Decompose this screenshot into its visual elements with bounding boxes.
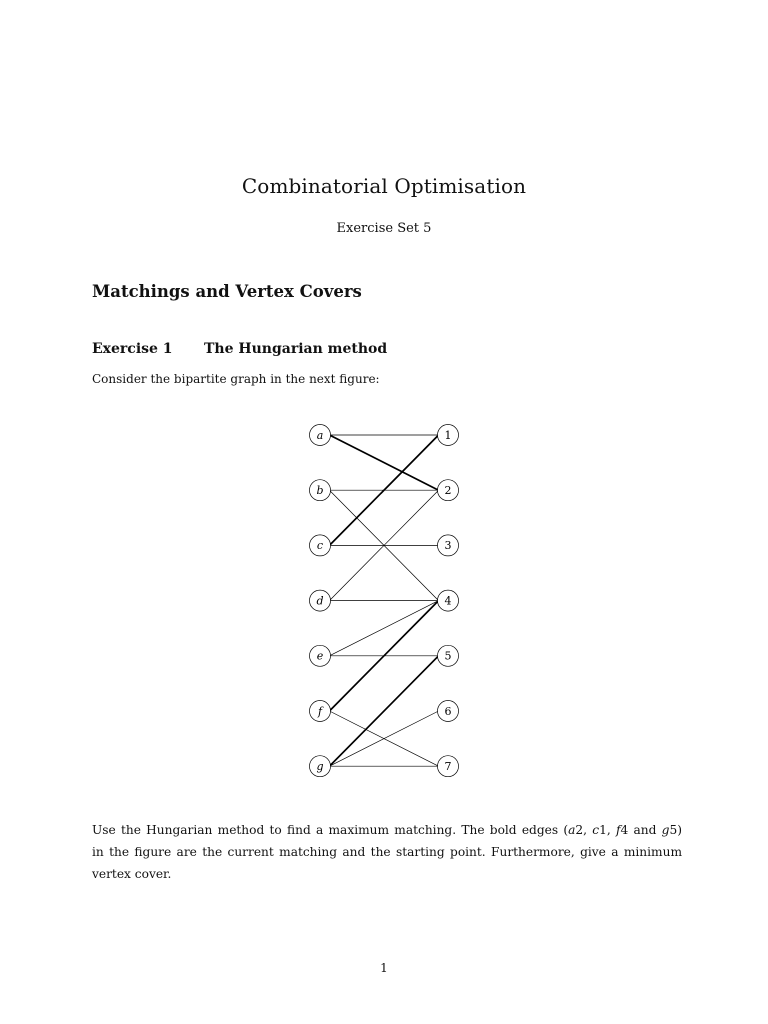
edge-ref-var: f [615, 823, 621, 837]
body-line-1: Use the Hungarian method to find a maximum matching. The bold edges (a2, c1, f4 and g5) [92, 823, 682, 837]
body-line-2: in the figure are the current matching and the starting point. Furthermore, give a minimum [92, 845, 682, 859]
document-title: Combinatorial Optimisation [241, 174, 527, 198]
edge-e-4 [329, 601, 438, 656]
exercise-name: The Hungarian method [204, 341, 388, 357]
graph-node-label-c: c [316, 539, 324, 553]
exercise-body-paragraph [92, 819, 682, 885]
graph-node-label-3: 3 [444, 539, 452, 553]
graph-node-label-7: 7 [444, 760, 452, 773]
graph-node-label-2: 2 [444, 484, 452, 497]
graph-node-label-a: a [316, 428, 324, 442]
graph-node-label-e: e [316, 649, 324, 663]
graph-node-label-5: 5 [444, 649, 452, 663]
edge-g-5-matched [329, 656, 438, 766]
graph-node-label-1: 1 [444, 428, 452, 442]
exercise-number: Exercise 1 [92, 341, 173, 357]
document-subtitle: Exercise Set 5 [336, 221, 432, 236]
graph-node-label-b: b [316, 484, 324, 497]
edge-a-2-matched [329, 435, 438, 490]
graph-node-label-4: 4 [444, 594, 452, 608]
edge-ref-var: g [661, 823, 670, 837]
graph-node-label-g: g [316, 760, 324, 773]
edge-ref-var: a [568, 823, 576, 837]
graph-node-label-6: 6 [444, 704, 452, 718]
body-line-3: vertex cover. [92, 867, 172, 881]
edge-ref-var: c [592, 823, 600, 837]
graph-node-label-d: d [316, 594, 324, 608]
page-number: 1 [380, 961, 388, 975]
intro-paragraph: Consider the bipartite graph in the next figure: [92, 372, 380, 386]
graph-node-label-f: f [317, 704, 323, 718]
section-heading: Matchings and Vertex Covers [92, 282, 362, 301]
